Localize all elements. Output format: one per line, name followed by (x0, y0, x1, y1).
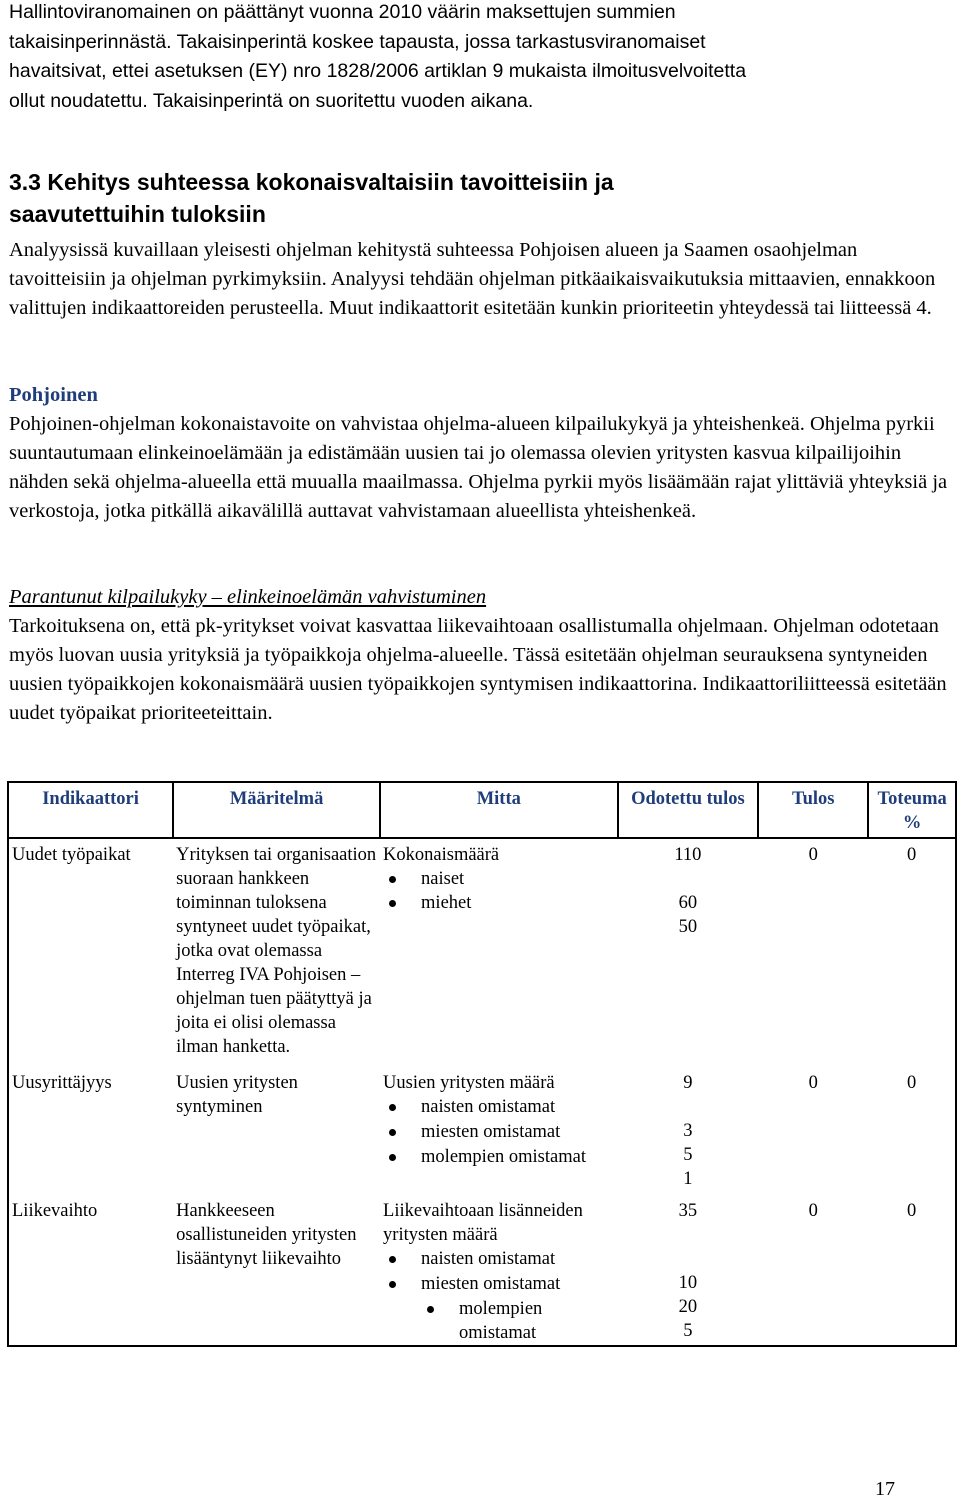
expected-value: 35 (678, 1201, 698, 1221)
measure-item: miehet (383, 891, 615, 915)
expected-value (621, 1223, 756, 1247)
measure-item: miesten omistamat (383, 1272, 615, 1297)
purpose-paragraph: Tarkoituksena on, että pk-yritykset voivat kasvattaa liikevaihtoaan osallistumalla ohjelmaan. Ohjelman odotetaan myös luovan uusia yrityksiä ja työpaikkoja ohjelma-alueelle. Tässä esitetään ohjelman seurauksena syntyneiden uusien työpaikkojen kokonaismäärä uusien työpaikkojen syntymisen indikaattorina. Indikaattoriliitteessä esitetään uudet työpaikat prioriteeteittain. (9, 615, 947, 724)
expected-value (621, 867, 756, 891)
measure-sublist (383, 1297, 615, 1345)
column-header: Indikaattori (8, 782, 173, 838)
indicator-cell: Uudet työpaikat (12, 845, 131, 865)
table-row (8, 1191, 956, 1346)
measure-title: Liikevaihtoaan lisänneiden yritysten määrä (383, 1201, 583, 1245)
expected-value: 50 (678, 917, 698, 937)
realisation-cell: 0 (907, 1073, 917, 1093)
realisation-cell: 0 (907, 845, 917, 865)
indicator-cell: Liikevaihto (12, 1201, 98, 1221)
analysis-paragraph: Analyysissä kuvaillaan yleisesti ohjelman kehitystä suhteessa Pohjoisen alueen ja Saamen osaohjelman tavoitteisiin ja ohjelman pyrkimyksiin. Analyysi tehdään ohjelman pitkäaikaisvaikutuksia mittaavien, ennakkoon valittujen indikaattoreiden perusteella. Muut indikaattorit esitetään kunkin prioriteetin yhteydessä tai liitteessä 4. (9, 239, 936, 319)
definition-cell: Uusien yritysten syntyminen (176, 1073, 298, 1117)
measure-title: Uusien yritysten määrä (383, 1073, 555, 1093)
expected-value: 5 (683, 1145, 693, 1165)
table-row (8, 1059, 956, 1191)
measure-list (383, 1247, 615, 1297)
expected-cell (618, 838, 759, 1059)
intro-line: takaisinperinnästä. Takaisinperintä koskee tapausta, jossa tarkastusviranomaiset (9, 30, 706, 53)
table-row (8, 838, 956, 1059)
column-header: Mitta (380, 782, 618, 838)
definition-cell: Yrityksen tai organisaation suoraan hankkeen toiminnan tuloksena syntyneet uudet työpaikat, jotka ovat olemassa Interreg IVA Pohjoisen – ohjelman tuen päätyttyä ja joita ei olisi olemassa ilman hanketta. (176, 845, 377, 1057)
expected-value: 110 (674, 845, 702, 865)
result-cell: 0 (808, 1073, 818, 1093)
expected-value: 1 (683, 1169, 693, 1189)
column-header: Määritelmä (173, 782, 380, 838)
subsection-title: Pohjoinen (9, 384, 98, 406)
indicator-cell: Uusyrittäjyys (12, 1073, 112, 1093)
measure-item: molempien omistamat (383, 1145, 615, 1170)
page-number: 17 (875, 1478, 895, 1500)
measure-item: naisten omistamat (383, 1095, 615, 1120)
result-cell: 0 (808, 1201, 818, 1221)
intro-line: ollut noudatettu. Takaisinperintä on suoritettu vuoden aikana. (9, 89, 534, 112)
column-header: Tulos (758, 782, 868, 838)
realisation-cell: 0 (907, 1201, 917, 1221)
expected-value (621, 1247, 756, 1271)
definition-cell: Hankkeeseen osallistuneiden yritysten lisääntynyt liikevaihto (176, 1201, 357, 1269)
measure-title: Kokonaismäärä (383, 845, 500, 865)
measure-item: naisten omistamat (383, 1247, 615, 1272)
expected-value (621, 1095, 756, 1119)
measure-item: naiset (383, 867, 615, 891)
expected-value: 9 (683, 1073, 693, 1093)
expected-value: 60 (678, 893, 698, 913)
expected-value: 3 (683, 1121, 693, 1141)
intro-line: havaitsivat, ettei asetuksen (EY) nro 1828/2006 artiklan 9 mukaista ilmoitusvelvoitetta (9, 60, 747, 82)
measure-item: molempien omistamat (383, 1297, 549, 1345)
expected-value: 5 (683, 1321, 693, 1341)
section-heading (9, 166, 909, 230)
table-header-row (8, 782, 956, 838)
measure-list (383, 1095, 615, 1170)
intro-paragraph (9, 0, 746, 116)
section-heading-line: 3.3 Kehitys suhteessa kokonaisvaltaisiin tavoitteisiin ja (9, 169, 614, 195)
indicator-table (7, 781, 957, 1347)
section-heading-line: saavutettuihin tuloksiin (9, 201, 266, 227)
expected-value: 10 (678, 1273, 698, 1293)
measure-list (383, 867, 615, 915)
expected-value: 20 (678, 1297, 698, 1317)
result-cell: 0 (808, 845, 818, 865)
measure-cell (380, 1191, 618, 1346)
intro-line: Hallintoviranomainen on päättänyt vuonna 2010 väärin maksettujen summien (9, 1, 676, 23)
measure-item: miesten omistamat (383, 1120, 615, 1145)
measure-cell (380, 1059, 618, 1191)
expected-cell (618, 1059, 759, 1191)
column-header: Odotettu tulos (618, 782, 759, 838)
italic-subheading: Parantunut kilpailukyky – elinkeinoelämän vahvistuminen (9, 586, 487, 608)
column-header: Toteuma % (868, 782, 956, 838)
program-goal-paragraph: Pohjoinen-ohjelman kokonaistavoite on vahvistaa ohjelma-alueen kilpailukykyä ja yhteishenkeä. Ohjelma pyrkii suuntautumaan elinkeinoelämään ja edistämään uusien tai jo olemassa olevien yritysten kasvua kilpailijoihin nähden sekä ohjelma-alueella että muualla maailmassa. Ohjelma pyrkii myös lisäämään rajat ylittäviä yhteyksiä ja verkostoja, jotka pitkällä aikavälillä auttavat vahvistamaan alueellista yhteishenkeä. (9, 413, 948, 522)
expected-cell (618, 1191, 759, 1346)
measure-cell (380, 838, 618, 1059)
